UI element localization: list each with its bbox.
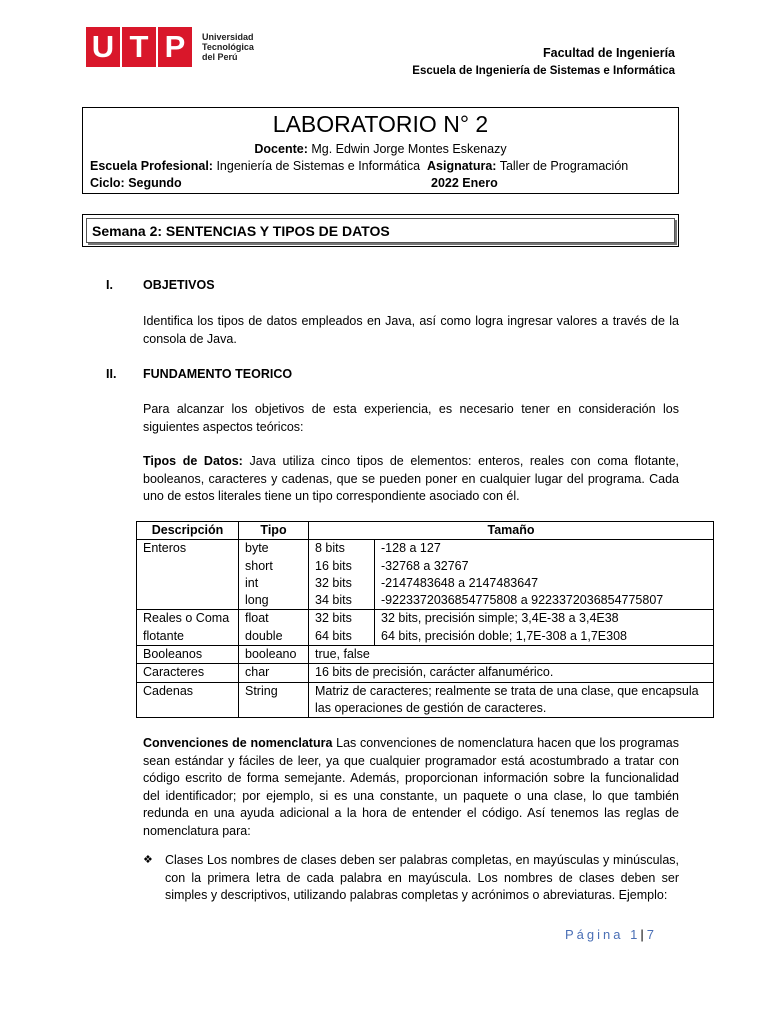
table-header: Tamaño	[309, 522, 714, 540]
convenciones-text: Las convenciones de nomenclatura hacen que los programas sean estándar y fáciles de leer, ya que cualquier programador está acostumbrado a tratar con código escrito de forma semejante. Además, proporcionan información sobre la funcionalidad del identificador; por ejemplo, si es una constante, un paquete o una clase, lo que también redunda en una ayuda adicional a la hora de entender el código. Así tenemos las reglas de nomenclatura para:	[143, 736, 679, 838]
logo-text-line: del Perú	[202, 52, 238, 62]
tipo-value: double	[245, 628, 283, 643]
page-total: 7	[646, 927, 654, 942]
range-value: -2147483648 a 2147483647	[381, 575, 539, 590]
table-row	[137, 646, 714, 664]
escuela-label: Escuela Profesional:	[90, 159, 213, 173]
asignatura-value: Taller de Programación	[499, 159, 629, 173]
range-value: -32768 a 32767	[381, 558, 469, 573]
lab-info-box	[82, 107, 679, 194]
tipo-value: short	[245, 558, 273, 573]
table-cell: Booleanos	[137, 646, 239, 664]
tipos-paragraph	[143, 453, 679, 506]
bits-value: 32 bits	[315, 575, 352, 590]
range-value: -9223372036854775808 a 9223372036854775807	[381, 593, 664, 608]
tipo-value: byte	[245, 541, 269, 556]
table-cell	[239, 610, 309, 646]
diamond-bullet-icon: ❖	[143, 854, 153, 866]
logo-letter-p: P	[158, 27, 192, 67]
table-cell: Cadenas	[137, 682, 239, 718]
table-header: Descripción	[137, 522, 239, 540]
table-cell: Caracteres	[137, 664, 239, 682]
table-cell: booleano	[239, 646, 309, 664]
table-cell	[375, 610, 714, 646]
table-cell: String	[239, 682, 309, 718]
docente-value: Mg. Edwin Jorge Montes Eskenazy	[311, 142, 507, 156]
section-1-title: OBJETIVOS	[143, 278, 215, 292]
section-2-text: Para alcanzar los objetivos de esta experiencia, es necesario tener en consideración los siguientes aspectos teóricos:	[143, 402, 679, 434]
semana-box	[82, 214, 679, 247]
escuela-row	[90, 159, 420, 173]
convenciones-label: Convenciones de nomenclatura	[143, 736, 333, 750]
bits-value: 34 bits	[315, 593, 352, 608]
school-name: Escuela de Ingeniería de Sistemas e Informática	[412, 65, 675, 77]
desc-line: flotante	[143, 628, 185, 643]
section-1-text: Identifica los tipos de datos empleados en Java, así como logra ingresar valores a través de la consola de Java.	[143, 314, 679, 346]
bits-value: 32 bits	[315, 611, 352, 626]
tipos-text: Java utiliza cinco tipos de elementos: enteros, reales con coma flotante, booleanos, caracteres y cadenas, que se pueden poner en cualquier lugar del programa. Cada uno de estos literales tiene un tipo correspondiente asociado con él.	[143, 454, 680, 503]
table-row	[137, 610, 714, 646]
logo-letter-t: T	[122, 27, 156, 67]
semana-title: Semana 2: SENTENCIAS Y TIPOS DE DATOS	[92, 223, 390, 239]
range-value: 32 bits, precisión simple; 3,4E-38 a 3,4E38	[381, 611, 619, 626]
table-row	[137, 682, 714, 718]
table-cell	[137, 610, 239, 646]
table-row	[137, 664, 714, 682]
asignatura-row	[427, 159, 628, 173]
range-value: 64 bits, precisión doble; 1,7E-308 a 1,7E308	[381, 628, 628, 643]
section-2-number: II.	[106, 367, 117, 381]
page-separator: |	[640, 927, 644, 942]
ciclo-value: Segundo	[128, 176, 182, 190]
table-cell	[309, 540, 375, 610]
faculty-name: Facultad de Ingeniería	[543, 46, 675, 60]
table-cell	[309, 610, 375, 646]
ciclo-row	[90, 176, 182, 190]
table-cell: Enteros	[137, 540, 239, 610]
lab-title: LABORATORIO N° 2	[272, 111, 489, 137]
logo-text	[202, 32, 272, 62]
tipo-value: float	[245, 611, 269, 626]
utp-logo	[86, 27, 272, 67]
data-types-table	[136, 521, 714, 718]
logo-text-line: Universidad	[202, 32, 254, 42]
table-row	[137, 540, 714, 610]
table-header-row	[137, 522, 714, 540]
lab-docente	[83, 142, 678, 156]
table-header: Tipo	[239, 522, 309, 540]
bits-value: 64 bits	[315, 628, 352, 643]
page-footer	[565, 927, 654, 942]
bits-value: 8 bits	[315, 541, 345, 556]
asignatura-label: Asignatura:	[427, 159, 497, 173]
table-cell: char	[239, 664, 309, 682]
escuela-value: Ingeniería de Sistemas e Informática	[216, 159, 421, 173]
clases-bullet-text: Clases Los nombres de clases deben ser palabras completas, en mayúsculas y minúsculas, con la primera letra de cada palabra en mayúscula. Los nombres de clases deben ser simples y descriptivos, utilizando palabras completas y acrónimos o abreviaturas. Ejemplo:	[165, 853, 679, 902]
logo-letter-u: U	[86, 27, 120, 67]
table-cell	[375, 540, 714, 610]
docente-label: Docente:	[254, 142, 308, 156]
fecha: 2022 Enero	[431, 176, 498, 190]
range-value: -128 a 127	[381, 541, 441, 556]
page-label: Página	[565, 927, 624, 942]
table-cell: 16 bits de precisión, carácter alfanumérico.	[309, 664, 714, 682]
section-2-title: FUNDAMENTO TEORICO	[143, 367, 293, 381]
table-cell	[239, 540, 309, 610]
tipos-label: Tipos de Datos:	[143, 454, 243, 468]
section-1-number: I.	[106, 278, 113, 292]
table-cell: Matriz de caracteres; realmente se trata de una clase, que encapsula las operaciones de gestión de caracteres.	[309, 682, 714, 718]
ciclo-label: Ciclo:	[90, 176, 125, 190]
logo-text-line: Tecnológica	[202, 42, 254, 52]
tipo-value: long	[245, 593, 269, 608]
bits-value: 16 bits	[315, 558, 352, 573]
convenciones-paragraph	[143, 735, 679, 840]
tipo-value: int	[245, 575, 259, 590]
table-cell: true, false	[309, 646, 714, 664]
desc-line: Reales o Coma	[143, 611, 230, 626]
page-number: 1	[630, 927, 638, 942]
